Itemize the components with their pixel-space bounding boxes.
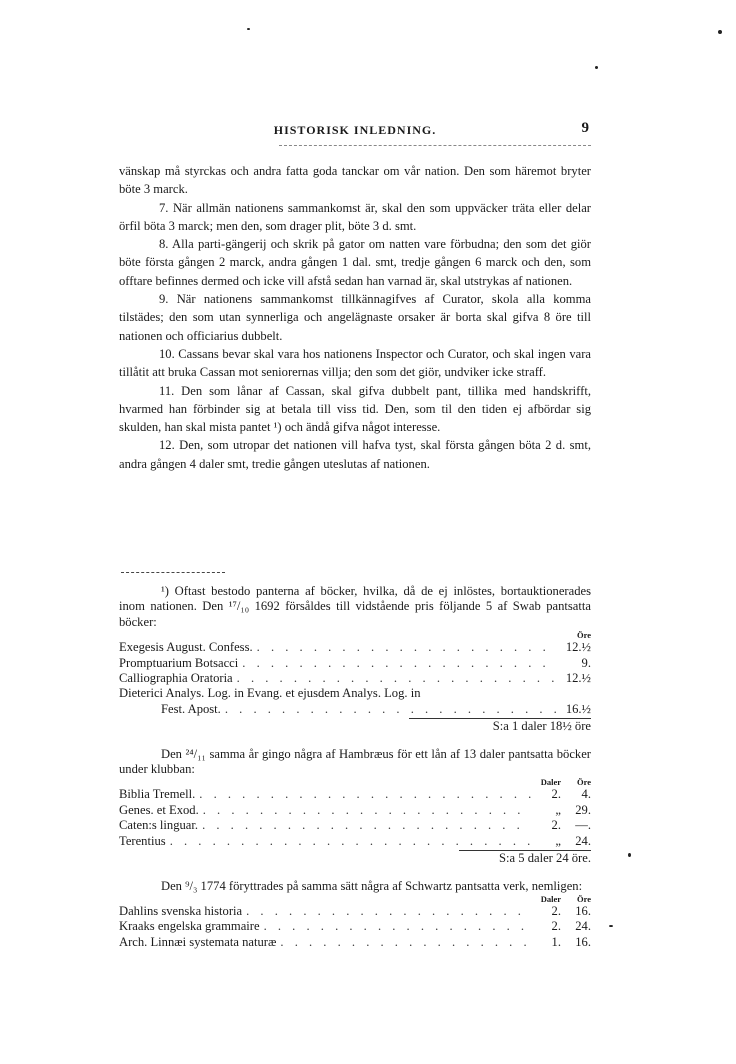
unit-labels <box>119 894 591 904</box>
paragraph: 8. Alla parti-gängerij och skrik på gator om natten vare förbudna; den som det giör böte första gången 2 marck, andra gången 1 dal. smt, tredje gången 6 marck och den, som offtare befinnes dermed och icke vill afstå sedan han varnad är, skal utstrykas af nationen. <box>119 237 591 288</box>
leader-dots <box>221 702 557 717</box>
leader-dots <box>242 904 531 919</box>
footnote-paragraph: Den ⁹/₃ 1774 föryttrades på samma sätt några af Schwartz pantsatta verk, nemligen: <box>161 878 583 893</box>
header-title: HISTORISK INLEDNING. <box>273 123 437 137</box>
daler: 1. <box>551 934 561 949</box>
ore: 16. <box>575 903 591 918</box>
footnote-intro: ¹) Oftast bestodo panterna af böcker, hvilka, då de ej inlöstes, bortauktionerades inom nationen. Den ¹⁷/₁₀ 1692 försåldes till vidstående pris följande 5 af Swab pantsatta böcker: <box>119 584 591 629</box>
list-item <box>119 656 591 671</box>
daler: „ <box>555 833 561 848</box>
unit-labels <box>119 777 591 787</box>
list-item <box>119 935 591 950</box>
leader-dots <box>233 671 557 686</box>
running-header <box>119 120 591 141</box>
page-number: 9 <box>581 120 589 136</box>
leader-dots <box>276 935 531 950</box>
book-title: Fest. Apost. <box>161 701 221 716</box>
paragraph: 12. Den, som utropar det nationen vill hafva tyst, skal första gången böta 2 d. smt, andra gången 4 daler smt, tredie gången uteslutas af nationen. <box>119 438 591 471</box>
ore: —. <box>575 818 591 833</box>
unit-label: Öre <box>576 630 591 641</box>
leader-dots <box>260 919 531 934</box>
unit-label: Daler <box>540 777 561 788</box>
paragraph: 10. Cassans bevar skal vara hos nationens Inspector och Curator, och skal ingen vara tillåtit att bruka Cassan mot seniorernas villja; den som det giör, undviker icke straff. <box>119 346 591 380</box>
price: 16.½ <box>565 701 591 716</box>
daler: „ <box>555 802 561 817</box>
leader-dots <box>198 818 531 833</box>
paragraph: 9. När nationens sammankomst tillkännagifves af Curator, skola alla komma tilstädes; den som utan synnerliga och angelägnaste orsaker är borta skal gifva 8 öre till nationen och officiarius dubbelt. <box>119 292 591 343</box>
list-item <box>119 919 591 934</box>
scan-speck <box>628 853 631 857</box>
leader-dots <box>166 834 531 849</box>
leader-dots <box>253 640 557 655</box>
main-text <box>119 162 591 473</box>
paragraph: 7. När allmän nationens sammankomst är, skal den som uppväcker träta eller delar örfil böta 3 marck; men den, som drager plit, böte 3 d. smt. <box>119 200 591 233</box>
book-title: Dahlins svenska historia <box>119 903 243 918</box>
book-title: Exegesis August. Confess. <box>119 640 253 655</box>
scan-speck <box>595 66 598 69</box>
ore: 24. <box>575 919 591 934</box>
ore: 4. <box>581 787 591 802</box>
book-title-long: Dieterici Analys. Log. in Evang. et ejusdem Analys. Log. in <box>119 686 421 701</box>
sum-total: S:a 5 daler 24 öre. <box>459 850 591 866</box>
price: 12.½ <box>565 671 591 686</box>
footnote-paragraph: Den ²⁴/₁₁ samma år gingo några af Hambræus för ett lån af 13 daler pantsatta böcker under klubban: <box>119 746 591 777</box>
book-title: Promptuarium Botsacci <box>119 655 239 670</box>
book-title: Calliographia Oratoria <box>119 671 233 686</box>
ore: 16. <box>575 934 591 949</box>
list-item <box>119 803 591 818</box>
daler: 2. <box>551 903 561 918</box>
price: 12.½ <box>565 640 591 655</box>
book-title: Kraaks engelska grammaire <box>119 919 260 934</box>
unit-label: Öre <box>576 893 591 904</box>
sum-total: S:a 1 daler 18½ öre <box>409 718 591 734</box>
leader-dots <box>195 787 531 802</box>
scan-speck <box>247 28 250 30</box>
daler: 2. <box>551 919 561 934</box>
scan-speck <box>609 925 613 927</box>
leader-dots <box>238 656 557 671</box>
paragraph: 11. Den som lånar af Cassan, skal gifva dubbelt pant, tillika med handskrifft, hvarmed han förbinder sig at betala till viss tid. Den, som til den tiden ej afbördar sig skulden, han skal mista pantet ¹) och ändå gifva något interesse. <box>119 383 591 435</box>
book-title: Biblia Tremell. <box>119 787 196 802</box>
footnote-rule <box>121 572 225 573</box>
book-title: Arch. Linnæi systemata naturæ <box>119 934 277 949</box>
list-item <box>119 702 591 717</box>
list-item <box>119 787 591 802</box>
book-title: Genes. et Exod. <box>119 802 199 817</box>
unit-label: Öre <box>576 777 591 788</box>
scan-speck <box>718 30 722 34</box>
price: 9. <box>581 655 591 670</box>
book-title: Caten:s linguar. <box>119 818 199 833</box>
header-rule <box>279 145 591 146</box>
paragraph: vänskap må styrckas och andra fatta goda tanckar om vår nation. Den som häremot bryter böte 3 marck. <box>119 164 591 197</box>
list-item <box>119 904 591 919</box>
footnote <box>119 584 591 950</box>
daler: 2. <box>551 787 561 802</box>
ore: 24. <box>575 833 591 848</box>
list-item <box>119 818 591 833</box>
list-item <box>119 640 591 655</box>
ore: 29. <box>575 802 591 817</box>
list-item <box>119 834 591 849</box>
unit-label: Daler <box>540 893 561 904</box>
leader-dots <box>199 803 531 818</box>
list-item <box>119 671 591 686</box>
daler: 2. <box>551 818 561 833</box>
book-title: Terentius <box>119 833 166 848</box>
